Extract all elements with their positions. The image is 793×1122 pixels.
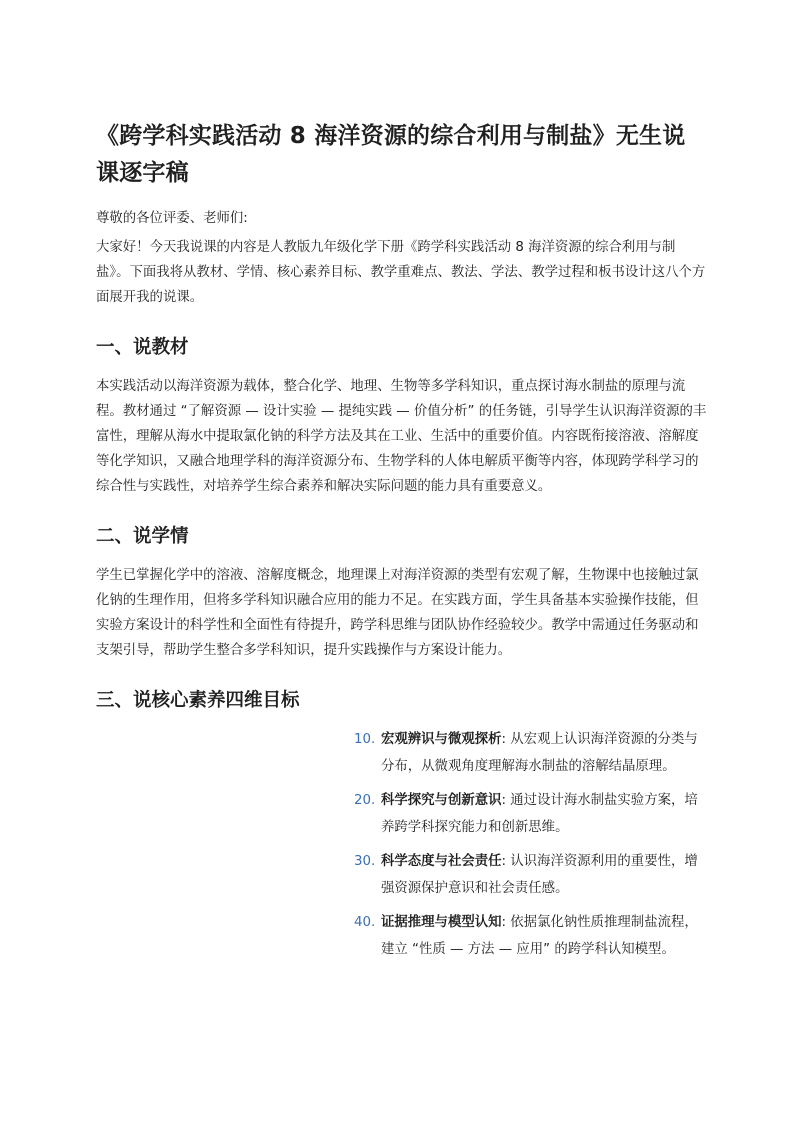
document-title: 《跨学科实践活动 8 海洋资源的综合利用与制盐》无生说课逐字稿 xyxy=(96,123,686,186)
textbook-paragraph: 本实践活动以海洋资源为载体，整合化学、地理、生物等多学科知识，重点探讨海水制盐的原理与流程。教材通过 “了解资源 — 设计实验 — 提纯实践 — 价值分析” 的任务链，引导学生认识海洋资源的丰富性，理解从海水中提取氯化钠的科学方法及其在工业、生活中的重要价值。内容既衔接溶液、溶解度等化学知识，又融合地理学科的海洋资源分布、生物学科的人体电解质平衡等内容，体现跨学科学习的综合性与实践性，对培养学生综合素养和解决实际问题的能力具有重要意义。 xyxy=(96,379,707,494)
list-number: 10. xyxy=(354,732,376,747)
goal-term: 宏观辨识与微观探析 xyxy=(381,732,502,747)
goal-description: : 从宏观上认识海洋资源的分类与分布，从微观角度理解海水制盐的溶解结晶原理。 xyxy=(381,732,698,774)
list-item xyxy=(354,849,702,902)
goals-list xyxy=(354,727,702,963)
goal-term: 证据推理与模型认知 xyxy=(381,915,502,930)
goal-description: : 认识海洋资源利用的重要性，增强资源保护意识和社会责任感。 xyxy=(381,854,698,896)
section-heading-goals: 三、说核心素养四维目标 xyxy=(96,690,300,711)
goal-description: : 依据氯化钠性质推理制盐流程，建立 “性质 — 方法 — 应用” 的跨学科认知模型。 xyxy=(381,915,698,957)
list-number: 20. xyxy=(354,793,376,808)
list-item xyxy=(354,910,702,963)
list-item xyxy=(354,788,702,841)
greeting: 尊敬的各位评委、老师们: xyxy=(96,211,248,226)
document-page xyxy=(96,118,708,971)
goal-term: 科学探究与创新意识 xyxy=(381,793,502,808)
section-heading-textbook: 一、说教材 xyxy=(96,337,189,358)
list-number: 40. xyxy=(354,915,376,930)
intro-paragraph: 大家好！今天我说课的内容是人教版九年级化学下册《跨学科实践活动 8 海洋资源的综合利用与制盐》。下面我将从教材、学情、核心素养目标、教学重难点、教法、学法、教学过程和板书设计这八个方面展开我的说课。 xyxy=(96,240,706,305)
goal-term: 科学态度与社会责任 xyxy=(381,854,502,869)
section-heading-students: 二、说学情 xyxy=(96,526,189,547)
list-number: 30. xyxy=(354,854,376,869)
students-paragraph: 学生已掌握化学中的溶液、溶解度概念，地理课上对海洋资源的类型有宏观了解，生物课中也接触过氯化钠的生理作用，但将多学科知识融合应用的能力不足。在实践方面，学生具备基本实验操作技能，但实验方案设计的科学性和全面性有待提升，跨学科思维与团队协作经验较少。教学中需通过任务驱动和支架引导，帮助学生整合多学科知识，提升实践操作与方案设计能力。 xyxy=(96,568,699,658)
goal-description: : 通过设计海水制盐实验方案，培养跨学科探究能力和创新思维。 xyxy=(381,793,698,835)
list-item xyxy=(354,727,702,780)
